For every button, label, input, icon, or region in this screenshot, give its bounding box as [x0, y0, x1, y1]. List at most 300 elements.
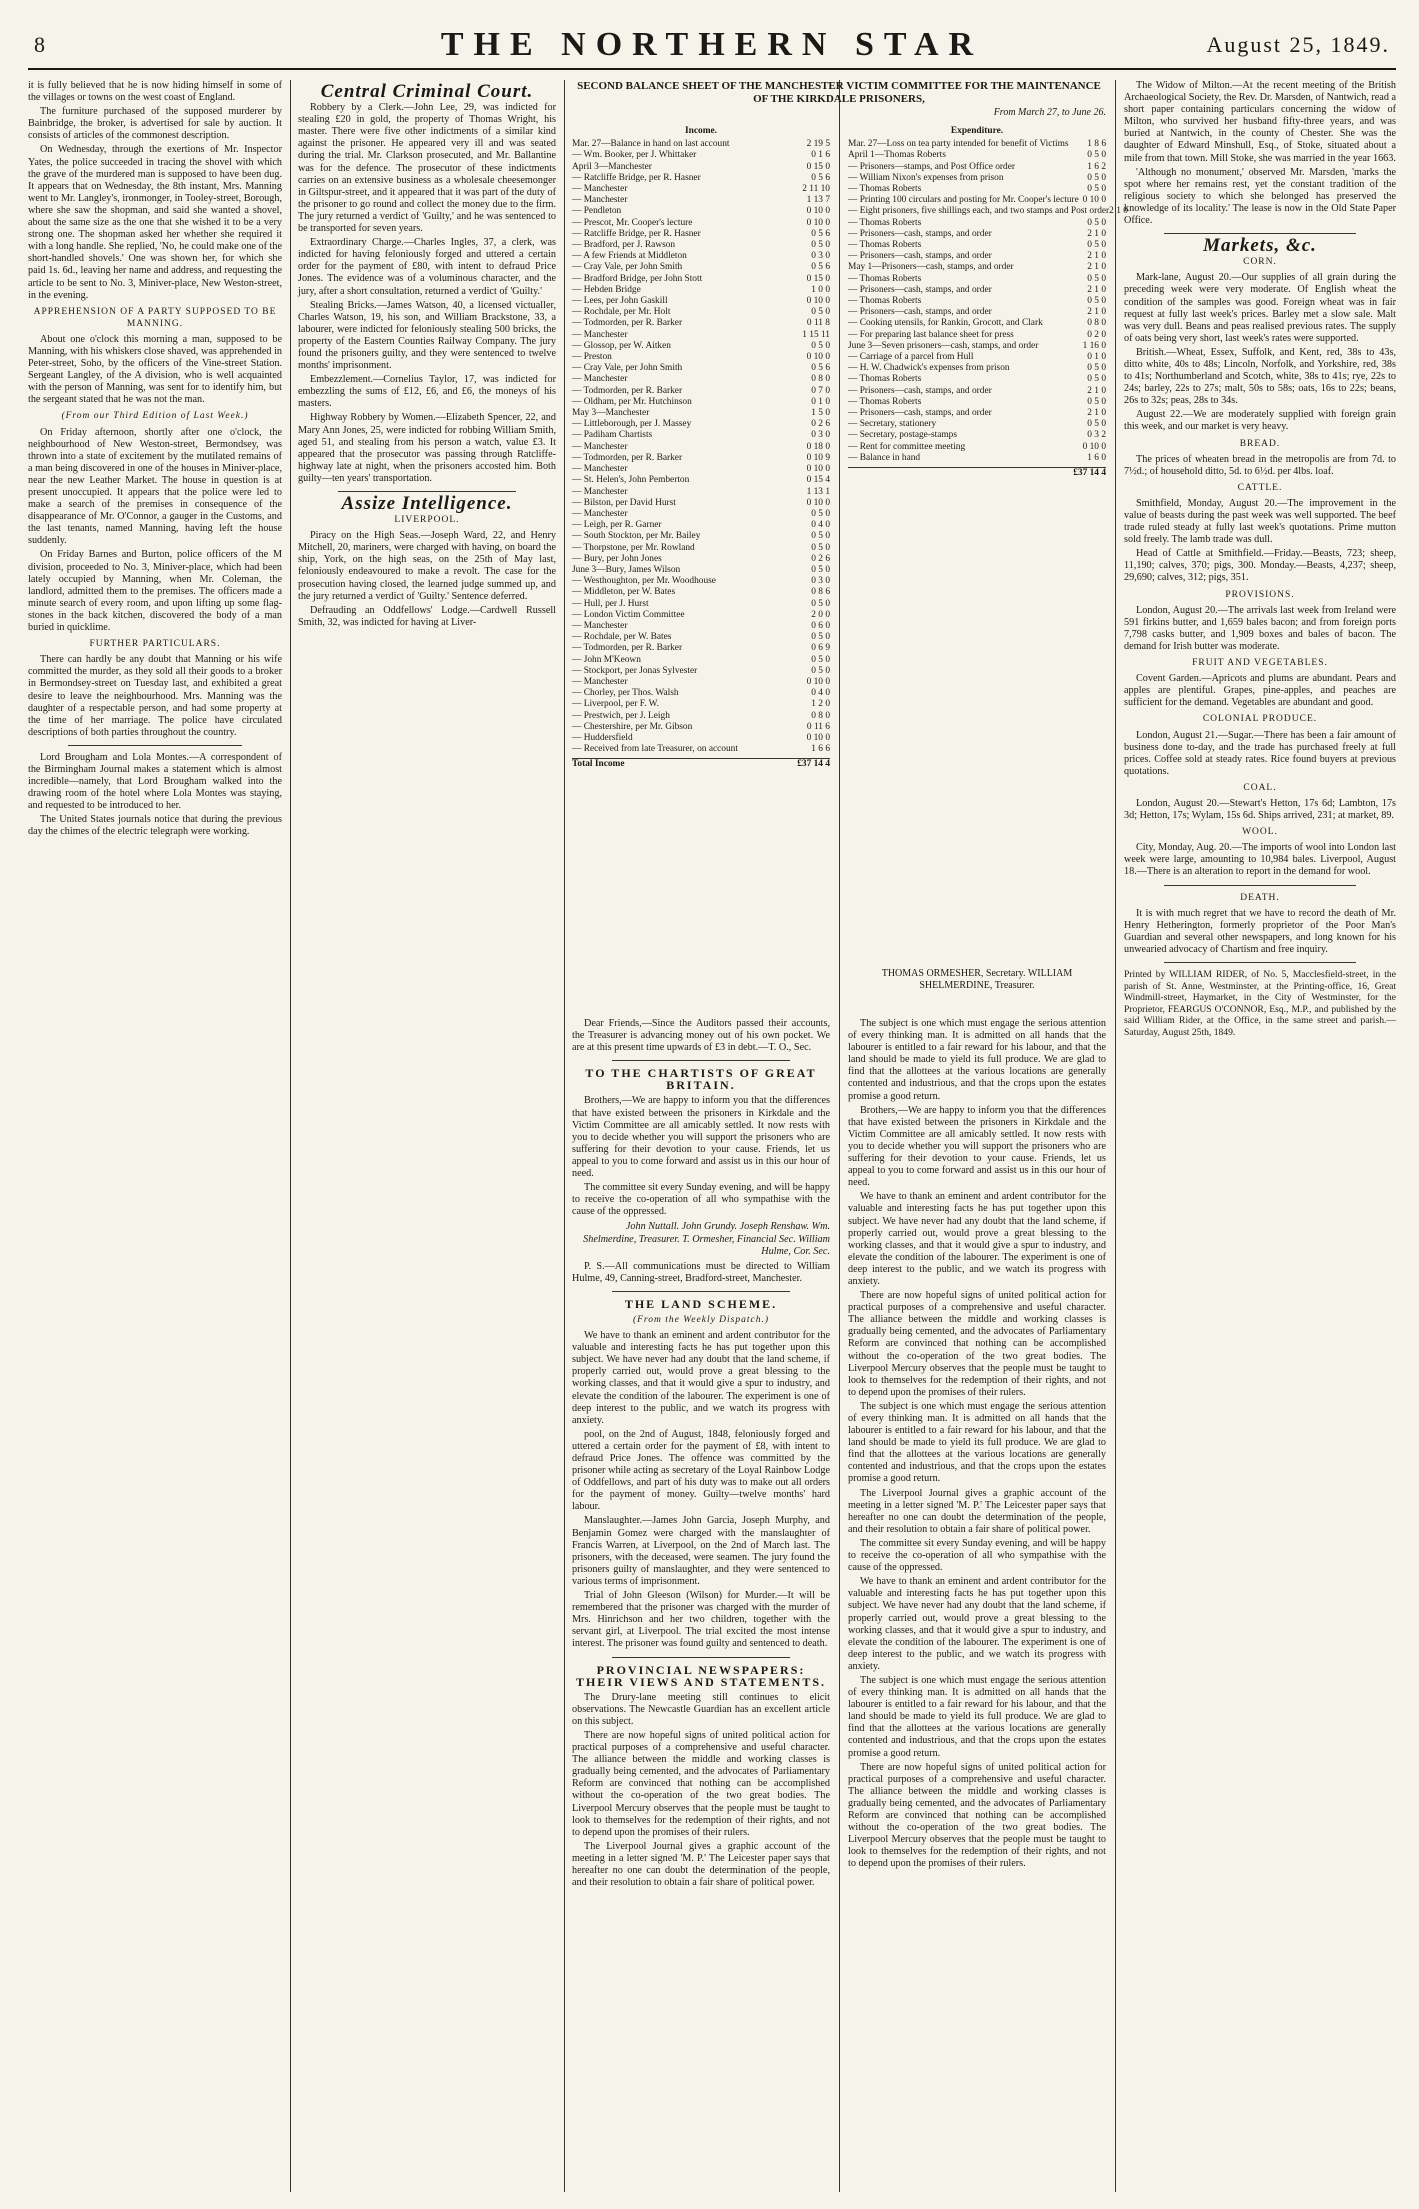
divider	[612, 1291, 790, 1292]
table-row	[848, 352, 1106, 363]
table-row	[848, 285, 1106, 296]
divider	[68, 745, 242, 746]
paragraph: Smithfield, Monday, August 20.—The improvement in the value of beasts during the past week was well supported. The beef trade ruled steady at fully last week's quotations. Prime mutton sold freely. The lamb trade was dull.	[1124, 497, 1396, 546]
row-amount: 0 11 8	[806, 318, 830, 329]
row-description: — Thomas Roberts	[848, 184, 922, 195]
row-description: — Littleborough, per J. Massey	[572, 419, 692, 430]
table-row	[572, 352, 830, 363]
row-description: — Hull, per J. Hurst	[572, 598, 649, 609]
row-description: — Manchester	[572, 329, 628, 340]
table-row	[572, 408, 830, 419]
table-row	[572, 587, 830, 598]
row-description: — A few Friends at Middleton	[572, 251, 687, 262]
row-description: April 3—Manchester	[572, 161, 652, 172]
table-row	[848, 251, 1106, 262]
paragraph: pool, on the 2nd of August, 1848, feloniously forged and uttered a certain order for the payment of £8, with intent to defraud Price Jones. The offence was committed by the prisoner while acting as secretary of the Loyal Rainbow Lodge of Oddfellows, and part of his duty was to make out all orders for the payment of money. Guilty—twelve months' hard labour.	[572, 1428, 830, 1513]
paragraph: Trial of John Gleeson (Wilson) for Murder.—It will be remembered that the prisoner was charged with the murder of Mrs. Hinrichson and her two children, together with the servant girl, at Liverpool. The trial excited the most intense interest. The prisoner was found guilty and sentenced to death.	[572, 1590, 830, 1650]
row-description: — William Nixon's expenses from prison	[848, 172, 1004, 183]
table-row	[572, 621, 830, 632]
row-description: — Rochdale, per W. Bates	[572, 632, 672, 643]
row-description: May 1—Prisoners—cash, stamps, and order	[848, 262, 1014, 273]
row-amount: 0 18 0	[806, 441, 830, 452]
row-amount: 1 2 0	[811, 699, 830, 710]
row-description: — Bury, per John Jones	[572, 553, 662, 564]
table-row	[848, 363, 1106, 374]
row-amount: 0 5 0	[811, 665, 830, 676]
row-amount: 0 5 0	[1087, 419, 1106, 430]
row-amount: 0 7 0	[811, 385, 830, 396]
paragraph: There are now hopeful signs of united political action for practical purposes of a comprehensive and useful character. The alliance between the middle and working classes is gradually being cemented, and the advocates of Parliamentary Reform are convinced that nothing can be accomplished without the co-operation of the two great bodies. The Liverpool Mercury observes that the people must be taught to look to themselves for the redemption of their rights, and not to depend upon the promises of their rulers.	[848, 1761, 1106, 1870]
subheading: CATTLE.	[1237, 482, 1283, 493]
row-description: — Thorpstone, per Mr. Rowland	[572, 542, 695, 553]
row-amount: 2 1 0	[1087, 251, 1106, 262]
signatures: John Nuttall. John Grundy. Joseph Renshaw. Wm. Shelmerdine, Treasurer. T. Ormesher, Financial Sec. William Hulme, Cor. Sec.	[583, 1221, 830, 1257]
row-description: June 3—Bury, James Wilson	[572, 564, 681, 575]
row-amount: 2 0 0	[811, 609, 830, 620]
paragraph: Robbery by a Clerk.—John Lee, 29, was indicted for stealing £20 in gold, the property of Thomas Wright, his master. There were five other indictments of a similar kind against the prisoner. He appeared very ill and was seated during the trial. Mr. Clarkson prosecuted, and Mr. Ballantine was for the defence. The prosecutor of these indictments carries on an extensive business as a wholesale cheesemonger in Giltspur-street, and it appeared that it was part of the duty of the prisoner to go round and collect the money due to the firm. The jury returned a verdict of 'Guilty,' and he was sentenced to be transported for seven years.	[298, 102, 556, 235]
row-amount: 0 5 6	[811, 262, 830, 273]
row-amount: 0 10 0	[806, 296, 830, 307]
table-row	[572, 307, 830, 318]
subheading: PROVISIONS.	[1225, 589, 1295, 600]
table-row	[572, 632, 830, 643]
table-row	[848, 150, 1106, 161]
row-amount: 0 2 6	[811, 419, 830, 430]
row-description: — Thomas Roberts	[848, 217, 922, 228]
row-description: — Manchester	[572, 184, 628, 195]
paragraph: The committee sit every Sunday evening, and will be happy to receive the co-operation of all who sympathise with the cause of the oppressed.	[848, 1537, 1106, 1574]
row-description: — Rent for committee meeting	[848, 441, 966, 452]
row-amount: 0 3 0	[811, 251, 830, 262]
newspaper-page	[28, 22, 1396, 2192]
row-amount: 0 5 0	[1087, 374, 1106, 385]
table-row	[848, 206, 1128, 217]
table-row	[572, 173, 830, 184]
row-amount: 1 8 6	[1087, 139, 1106, 150]
row-description: — Hebden Bridge	[572, 284, 641, 295]
table-row	[572, 464, 830, 475]
row-description: Mar. 27—Balance in hand on last account	[572, 139, 730, 150]
row-amount: 0 1 0	[811, 396, 830, 407]
paragraph: Brothers,—We are happy to inform you that the differences that have existed between the prisoners in Kirkdale and the Victim Committee are all amicably settled. It now rests with you to decide whether you will support the prisoners who are suffering for their devotion to your cause. Friends, let us appeal to you to come forward and assist us in this our hour of need.	[848, 1104, 1106, 1189]
paragraph: British.—Wheat, Essex, Suffolk, and Kent, red, 38s to 43s, ditto white, 40s to 48s; Lincoln, Norfolk, and Yorkshire, red, 38s to 41s; Northumberland and Scotch, white, 38s to 41s; rye, 22s to 24s; barley, 22s to 27s; malt, 50s to 58s; oats, 16s to 22s; beans, 26s to 32s; peas, 28s to 34s.	[1124, 346, 1396, 407]
paragraph: Stealing Bricks.—James Watson, 40, a licensed victualler, Charles Watson, 19, his son, and William Brackstone, 33, a labourer, were indicted for feloniously stealing 500 bricks, the property of the Eastern Counties Railway Company. The jury found the prisoners guilty, and they were sentenced to twelve months' imprisonment.	[298, 299, 556, 372]
paragraph: The furniture purchased of the supposed murderer by Bainbridge, the broker, is advertised for sale by auction. It consists of articles of the commonest description.	[28, 106, 282, 142]
row-amount: 2 1 0	[1087, 408, 1106, 419]
paragraph: The Widow of Milton.—At the recent meeting of the British Archaeological Society, the Rev. Dr. Marsden, of Nantwich, read a short paper containing particulars concerning the widow of Milton, who survived her husband fifty-three years, and was buried at Nantwich, in the county of Chester. She was the daughter of Edward Minshull, Esq., of Stoke, situated about a mile from that town. Mill Stoke, she was married in the year 1663.	[1124, 80, 1396, 164]
row-description: — Padiham Chartists	[572, 430, 653, 441]
balance-sheet-signatories: THOMAS ORMESHER, Secretary. WILLIAM SHELMERDINE, Treasurer.	[881, 968, 1073, 991]
row-description: — Bradford Bridge, per John Stott	[572, 273, 703, 284]
row-description: — Todmorden, per R. Barker	[572, 385, 683, 396]
table-row	[572, 655, 830, 666]
row-description: — Liverpool, per F. W.	[572, 699, 659, 710]
paragraph: 'Although no monument,' observed Mr. Marsden, 'marks the spot where her remains rest, yet the constant tradition of the religious society to which she belonged has preserved the knowledge of its locality.' The lease is now in the Old State Paper Office.	[1124, 166, 1396, 227]
newspaper-title: THE NORTHERN STAR	[440, 26, 984, 63]
table-row	[848, 330, 1106, 341]
column-3-lower	[572, 1018, 830, 2192]
row-amount: 0 10 0	[806, 352, 830, 363]
row-description: — Cray Vale, per John Smith	[572, 262, 683, 273]
subheading: COLONIAL PRODUCE.	[1202, 714, 1318, 725]
row-amount: 2 19 5	[806, 139, 830, 150]
total-amount: £37 14 4	[797, 759, 830, 770]
table-row	[572, 184, 830, 195]
table-row	[848, 408, 1106, 419]
table-row	[572, 318, 830, 329]
column-2	[298, 80, 556, 2192]
row-description: — Eight prisoners, five shillings each, and two stamps and Post order	[848, 206, 1110, 217]
paragraph: The United States journals notice that during the previous day the chimes of the electric telegraph were working.	[28, 814, 282, 838]
total-amount: £37 14 4	[1073, 468, 1106, 479]
row-amount: 2 11 10	[802, 184, 830, 195]
table-row	[572, 565, 830, 576]
table-row	[572, 274, 830, 285]
table-row	[572, 677, 830, 688]
row-amount: 0 6 9	[811, 643, 830, 654]
section-heading: TO THE CHARTISTS OF GREAT BRITAIN.	[585, 1066, 817, 1093]
row-description: — Oldham, per Mr. Hutchinson	[572, 396, 692, 407]
row-description: — South Stockton, per Mr. Bailey	[572, 531, 701, 542]
row-description: — Prisoners—cash, stamps, and order	[848, 251, 992, 262]
paragraph: London, August 20.—Stewart's Hetton, 17s 6d; Lambton, 17s 3d; Hetton, 17s; Wylam, 15s 6d. Ships arrived, 231; at market, 89.	[1124, 797, 1396, 822]
table-row	[848, 229, 1106, 240]
row-description: — Rochdale, per Mr. Holt	[572, 307, 671, 318]
table-row	[572, 262, 830, 273]
paragraph: The subject is one which must engage the serious attention of every thinking man. It is admitted on all hands that the labourer is entitled to a fair reward for his labour, and that the land should be made to yield its full produce. We are glad to find that the allottees at the various locations are generally contented and industrious, and that the crops upon the estates promise a good return.	[848, 1674, 1106, 1759]
row-description: — For preparing last balance sheet for press	[848, 329, 1014, 340]
paragraph: The prices of wheaten bread in the metropolis are from 7d. to 7½d.; of household ditto, 5d. to 6½d. per 4lbs. loaf.	[1124, 453, 1396, 477]
row-amount: 0 6 0	[811, 620, 830, 631]
row-description: — Printing 100 circulars and posting for Mr. Cooper's lecture	[848, 195, 1079, 206]
subheading: COAL.	[1243, 782, 1277, 793]
row-description: — Thomas Roberts	[848, 396, 922, 407]
subheading: BREAD.	[1239, 438, 1281, 449]
paragraph: Extraordinary Charge.—Charles Ingles, 37, a clerk, was indicted for having feloniously forged and uttered a certain order for the payment of £80, with intent to defraud Price Jones. The evidence was of a voluminous character, and the jury, after a short consultation, returned a verdict of 'Guilty.'	[298, 237, 556, 297]
row-amount: 0 5 0	[1087, 363, 1106, 374]
row-description: — Pendleton	[572, 206, 622, 217]
table-row	[848, 195, 1106, 206]
table-row	[572, 688, 830, 699]
row-description: — Manchester	[572, 508, 628, 519]
balance-sheet-period: From March 27, to June 26.	[993, 107, 1106, 118]
row-amount: 0 2 6	[811, 553, 830, 564]
row-description: — Secretary, postage-stamps	[848, 430, 957, 441]
row-amount: 0 5 0	[811, 564, 830, 575]
row-description: — Carriage of a parcel from Hull	[848, 352, 974, 363]
row-description: — Chestershire, per Mr. Gibson	[572, 721, 693, 732]
column-1	[28, 80, 282, 2192]
subheading: CORN.	[1243, 257, 1277, 268]
row-amount: 0 10 0	[806, 676, 830, 687]
row-amount: 0 5 0	[1087, 396, 1106, 407]
table-row	[848, 184, 1106, 195]
row-amount: 0 3 0	[811, 576, 830, 587]
table-row	[572, 666, 830, 677]
table-row	[572, 643, 830, 654]
income-heading: Income.	[684, 126, 718, 136]
row-amount: 0 5 0	[811, 307, 830, 318]
row-amount: 0 5 0	[811, 240, 830, 251]
divider	[338, 491, 516, 492]
table-row	[572, 610, 830, 621]
paragraph: The subject is one which must engage the serious attention of every thinking man. It is admitted on all hands that the labourer is entitled to a fair reward for his labour, and that the land should be made to yield its full produce. We are glad to find that the allottees at the various locations are generally contented and industrious, and that the crops upon the estates promise a good return.	[848, 1018, 1106, 1102]
row-description: — Wm. Booker, per J. Whittaker	[572, 150, 697, 161]
row-amount: 0 10 0	[1082, 441, 1106, 452]
row-amount: 2 1 0	[1087, 228, 1106, 239]
row-amount: 0 8 0	[811, 710, 830, 721]
row-amount: 0 5 0	[811, 654, 830, 665]
row-amount: 0 8 6	[811, 587, 830, 598]
row-description: — Thomas Roberts	[848, 296, 922, 307]
row-amount: 0 2 0	[1087, 329, 1106, 340]
paragraph: On Friday afternoon, shortly after one o'clock, the neighbourhood of New Weston-street, Bermondsey, was thrown into a state of excitement by the mutilated remains of a man being discovered in one of the houses in Miniver-place, near the new Leather Market. The house in question is at present unoccupied. It appears that the police were led to make a search of the premises in consequence of the disappearance of Mr. O'Connor, a gauger in the Customs, and the last tenants, named Manning, having left the house suddenly.	[28, 426, 282, 547]
row-description: — Glossop, per W. Aitken	[572, 340, 671, 351]
column-rule	[1115, 80, 1116, 2192]
paragraph: The Liverpool Journal gives a graphic account of the meeting in a letter signed 'M. P.' The Leicester paper says that hereafter no one can doubt the determination of the people, and their resolution to obtain a fair share of political power.	[848, 1487, 1106, 1535]
column-4-lower	[848, 1018, 1106, 2192]
paragraph: Head of Cattle at Smithfield.—Friday.—Beasts, 723; sheep, 11,190; calves, 370; pigs, 300. Monday.—Beasts, 4,237; sheep, 29,690; calves, 312; pigs, 351.	[1124, 548, 1396, 584]
table-row	[572, 453, 830, 464]
row-description: — Westhoughton, per Mr. Woodhouse	[572, 576, 716, 587]
paragraph: The committee sit every Sunday evening, and will be happy to receive the co-operation of all who sympathise with the cause of the oppressed.	[572, 1182, 830, 1218]
row-description: — Received from late Treasurer, on account	[572, 744, 738, 755]
balance-sheet-heading	[572, 80, 1106, 119]
row-amount: 2 1 0	[1087, 284, 1106, 295]
row-description: — Prisoners—stamps, and Post Office order	[848, 161, 1015, 172]
row-description: — Prisoners—cash, stamps, and order	[848, 228, 992, 239]
column-5	[1124, 80, 1396, 2192]
row-description: — John M'Keown	[572, 654, 641, 665]
divider	[612, 1657, 790, 1658]
section-heading: Assize Intelligence.	[341, 493, 513, 514]
table-row	[848, 453, 1106, 464]
row-amount: 0 10 0	[806, 206, 830, 217]
row-amount: 0 5 6	[811, 172, 830, 183]
table-row	[572, 218, 830, 229]
row-amount: 0 5 0	[1087, 172, 1106, 183]
divider	[612, 1060, 790, 1061]
income-total-row	[572, 758, 830, 770]
table-row	[572, 139, 830, 150]
row-amount: 1 6 0	[1087, 452, 1106, 463]
row-description: — Leigh, per R. Garner	[572, 520, 662, 531]
section-heading: THE LAND SCHEME.	[624, 1296, 778, 1311]
table-row	[572, 509, 830, 520]
table-row	[572, 419, 830, 430]
printer-imprint: Printed by WILLIAM RIDER, of No. 5, Macclesfield-street, in the parish of St. Anne, Westminster, at the Printing-office, 16, Great Windmill-street, Haymarket, in the City of Westminster, for the Proprietor, FEARGUS O'CONNOR, Esq., M.P., and published by the said William Rider, at the Office, in the same street and parish.—Saturday, August 25th, 1849.	[1124, 969, 1396, 1038]
row-description: — Balance in hand	[848, 452, 921, 463]
row-amount: 0 10 9	[806, 452, 830, 463]
row-description: May 3—Manchester	[572, 408, 650, 419]
row-description: — Manchester	[572, 464, 628, 475]
total-label: Total Income	[572, 759, 625, 770]
row-amount: 0 5 0	[1087, 240, 1106, 251]
row-amount: 0 10 0	[1082, 195, 1106, 206]
total-label	[848, 468, 1058, 479]
table-row	[848, 240, 1106, 251]
divider	[1164, 962, 1356, 963]
row-amount: 0 3 0	[811, 430, 830, 441]
table-row	[848, 442, 1106, 453]
table-row	[848, 341, 1106, 352]
table-row	[572, 520, 830, 531]
table-row	[572, 296, 830, 307]
section-heading: PROVINCIAL NEWSPAPERS: THEIR VIEWS AND STATEMENTS.	[575, 1662, 827, 1689]
paragraph: London, August 20.—The arrivals last week from Ireland were 591 firkins butter, and 1,659 bales bacon; and from foreign ports 7,798 casks butter, and 1,909 boxes and bales of bacon. The demand for Irish butter was moderate.	[1124, 604, 1396, 652]
row-amount: 0 5 6	[811, 228, 830, 239]
subheading: FURTHER PARTICULARS.	[89, 639, 221, 650]
table-row	[848, 274, 1106, 285]
row-amount: 0 5 0	[1087, 184, 1106, 195]
row-description: — Manchester	[572, 676, 628, 687]
table-row	[848, 218, 1106, 229]
table-row	[572, 576, 830, 587]
table-row	[572, 386, 830, 397]
row-amount: 0 10 0	[806, 732, 830, 743]
table-row	[572, 722, 830, 733]
paragraph: Embezzlement.—Cornelius Taylor, 17, was indicted for embezzling the sums of £12, £6, and £6, the moneys of his masters.	[298, 374, 556, 410]
row-description: — Todmorden, per R. Barker	[572, 643, 683, 654]
row-description: — Manchester	[572, 620, 628, 631]
balance-sheet-title: SECOND BALANCE SHEET OF THE MANCHESTER VICTIM COMMITTEE FOR THE MAINTENANCE OF THE KIRKDALE PRISONERS,	[577, 80, 1101, 105]
row-description: — Stockport, per Jonas Sylvester	[572, 665, 698, 676]
row-description: — London Victim Committee	[572, 609, 685, 620]
table-row	[848, 307, 1106, 318]
row-description: — Prisoners—cash, stamps, and order	[848, 284, 992, 295]
table-row	[572, 487, 830, 498]
table-row	[572, 554, 830, 565]
subheading: (From the Weekly Dispatch.)	[632, 1314, 770, 1325]
row-amount: 2 1 0	[1087, 262, 1106, 273]
row-description: — Secretary, stationery	[848, 419, 937, 430]
page-number: 8	[34, 32, 45, 57]
paragraph: The Liverpool Journal gives a graphic account of the meeting in a letter signed 'M. P.' The Leicester paper says that hereafter no one can doubt the determination of the people, and their resolution to obtain a fair share of political power.	[572, 1840, 830, 1889]
paragraph: We have to thank an eminent and ardent contributor for the valuable and interesting facts he has put together upon this subject. We have never had any doubt that the land scheme, if properly carried out, would prove a great blessing to the working classes, and that it would give a spur to industry, and elevate the condition of the labourer. The experiment is one of deep interest to the public, and we watch its progress with anxiety.	[848, 1576, 1106, 1672]
column-rule	[839, 80, 840, 2192]
row-amount: 1 5 0	[811, 408, 830, 419]
table-row	[848, 397, 1106, 408]
row-amount: 1 15 11	[802, 329, 830, 340]
table-row	[572, 162, 830, 173]
divider	[1164, 233, 1356, 234]
table-row	[572, 150, 830, 161]
paragraph: There are now hopeful signs of united political action for practical purposes of a comprehensive and useful character. The alliance between the middle and working classes is gradually being cemented, and the advocates of Parliamentary Reform are convinced that nothing can be accomplished without the co-operation of the two great bodies. The Liverpool Mercury observes that the people must be taught to look to themselves for the redemption of their rights, and not to depend upon the promises of their rulers.	[572, 1729, 830, 1838]
row-amount: 0 11 6	[806, 721, 830, 732]
paragraph: Defrauding an Oddfellows' Lodge.—Cardwell Russell Smith, 32, was indicted for having at Liver-	[298, 604, 556, 628]
table-row	[572, 363, 830, 374]
subheading: (From our Third Edition of Last Week.)	[61, 411, 249, 422]
table-row	[572, 711, 830, 722]
paragraph: Manslaughter.—James John Garcia, Joseph Murphy, and Benjamin Gomez were charged with the manslaughter of Francis Warren, at Liverpool, on the 2nd of March last. The prisoners, with the deceased, were seamen. The jury found the prisoners guilty of manslaughter, and they were sentenced to various terms of imprisonment.	[572, 1515, 830, 1587]
row-description: — Manchester	[572, 374, 628, 385]
row-amount: 1 16 0	[1082, 340, 1106, 351]
row-amount: 0 15 0	[806, 273, 830, 284]
row-amount: 1 0 0	[811, 284, 830, 295]
row-description: — Manchester	[572, 441, 628, 452]
table-row	[572, 229, 830, 240]
paragraph: Covent Garden.—Apricots and plums are abundant. Pears and apples are plentiful. Grapes, pine-apples, and peaches are sufficient for the demand. Vegetables are abundant and good.	[1124, 673, 1396, 709]
row-amount: 0 10 0	[806, 497, 830, 508]
row-amount: 0 1 6	[811, 150, 830, 161]
table-row	[848, 296, 1106, 307]
paragraph: On Friday Barnes and Burton, police officers of the M division, proceeded to No. 3, Miniver-place, which had been lately occupied by Manning, when Mr. Coleman, the landlord, admitted them to the premises. The officers made a minute search of every room, and upon lifting up some flag-stones in the back kitchen, discovered the body of a man buried in quicklime.	[28, 549, 282, 634]
row-description: — Bilston, per David Hurst	[572, 497, 676, 508]
row-description: — Prisoners—cash, stamps, and order	[848, 307, 992, 318]
table-row	[572, 430, 830, 441]
row-description: June 3—Seven prisoners—cash, stamps, and order	[848, 340, 1039, 351]
table-row	[572, 397, 830, 408]
table-row	[572, 206, 830, 217]
table-row	[572, 251, 830, 262]
table-row	[572, 475, 830, 486]
table-row	[848, 374, 1106, 385]
paragraph: There can hardly be any doubt that Manning or his wife committed the murder, as they sold all their goods to a broker in Bermondsey-street on Tuesday last, and exhibited a great desire to leave the neighbourhood. Mrs. Manning was the daughter of a respectable person, and had some property at the time of her marriage. The police have circulated descriptions of both parties throughout the country.	[28, 654, 282, 738]
row-description: — Prestwich, per J. Leigh	[572, 710, 670, 721]
table-row	[572, 699, 830, 710]
row-description: — Cooking utensils, for Rankin, Grocott, and Clark	[848, 318, 1043, 329]
row-amount: 0 5 0	[811, 632, 830, 643]
row-amount: 0 5 0	[1087, 273, 1106, 284]
row-amount: 0 5 0	[811, 340, 830, 351]
row-amount: 2 1 0	[1109, 206, 1128, 217]
subheading: LIVERPOOL.	[394, 515, 460, 526]
row-description: — Huddersfield	[572, 732, 633, 743]
paragraph: We have to thank an eminent and ardent contributor for the valuable and interesting facts he has put together upon this subject. We have never had any doubt that the land scheme, if properly carried out, would prove a great blessing to the working classes, and that it would give a spur to industry, and elevate the condition of the labourer. The experiment is one of deep interest to the public, and we watch its progress with anxiety.	[848, 1191, 1106, 1287]
row-amount: 1 13 7	[806, 195, 830, 206]
row-amount: 2 1 0	[1087, 307, 1106, 318]
row-description: — Prescot, Mr. Cooper's lecture	[572, 217, 693, 228]
row-description: — Thomas Roberts	[848, 273, 922, 284]
row-amount: 0 3 2	[1087, 430, 1106, 441]
column-rule	[290, 80, 291, 2192]
row-amount: 0 15 0	[806, 161, 830, 172]
paragraph: About one o'clock this morning a man, supposed to be Manning, with his whiskers close shaved, was apprehended in Peter-street, Soho, by the officers of the Vine-street Station. Sergeant Langley, of the A division, who is well acquainted with the person of Manning, was sent for to identify him, but the sergeant stated that he was not the man.	[28, 333, 282, 406]
subheading: WOOL.	[1242, 827, 1278, 838]
row-description: — Manchester	[572, 195, 628, 206]
subheading: FRUIT AND VEGETABLES.	[1192, 658, 1328, 669]
table-row	[572, 374, 830, 385]
paragraph: On Wednesday, through the exertions of Mr. Inspector Yates, the police succeeded in tracing the shovel with which the grave of the murdered man is supposed to have been dug. It appears that on Wednesday, the 8th instant, Mrs. Manning went to Mr. Langley's, ironmonger, in Tooley-street, Borough, where she saw the shopman, and said she wanted a shovel, about the same size as the one that she wished it to be a very strong one. The shopman asked her whether she required it with a long handle. She replied, 'No, he could make one of the short-handled shovels.' One was shown her, for which she paid 1s. 6d., leaving her name and address, and requesting the article to be sent to No. 3, Miniver-place, New Weston-street, in the evening.	[28, 144, 282, 301]
section-heading: Central Criminal Court.	[320, 81, 534, 102]
row-description: — Cray Vale, per John Smith	[572, 363, 683, 374]
table-row	[572, 442, 830, 453]
table-row	[848, 162, 1106, 173]
masthead	[28, 22, 1396, 70]
row-description: — Bradford, per J. Rawson	[572, 240, 676, 251]
row-amount: 0 5 0	[811, 508, 830, 519]
row-amount: 0 15 4	[806, 475, 830, 486]
table-row	[572, 285, 830, 296]
table-row	[848, 318, 1106, 329]
row-description: Mar. 27—Loss on tea party intended for benefit of Victims	[848, 139, 1069, 150]
income-table	[572, 126, 830, 771]
row-description: — Todmorden, per R. Barker	[572, 452, 683, 463]
row-description: — Prisoners—cash, stamps, and order	[848, 385, 992, 396]
table-row	[572, 498, 830, 509]
row-description: — St. Helen's, John Pemberton	[572, 475, 690, 486]
table-row	[572, 744, 830, 755]
section-heading: Markets, &c.	[1203, 235, 1317, 257]
row-amount: 0 5 0	[1087, 217, 1106, 228]
expenditure-total-row	[848, 467, 1106, 479]
table-row	[848, 139, 1106, 150]
row-amount: 0 4 0	[811, 520, 830, 531]
row-amount: 1 6 2	[1087, 161, 1106, 172]
column-rule	[564, 80, 565, 2192]
table-row	[848, 173, 1106, 184]
row-description: — H. W. Chadwick's expenses from prison	[848, 363, 1010, 374]
